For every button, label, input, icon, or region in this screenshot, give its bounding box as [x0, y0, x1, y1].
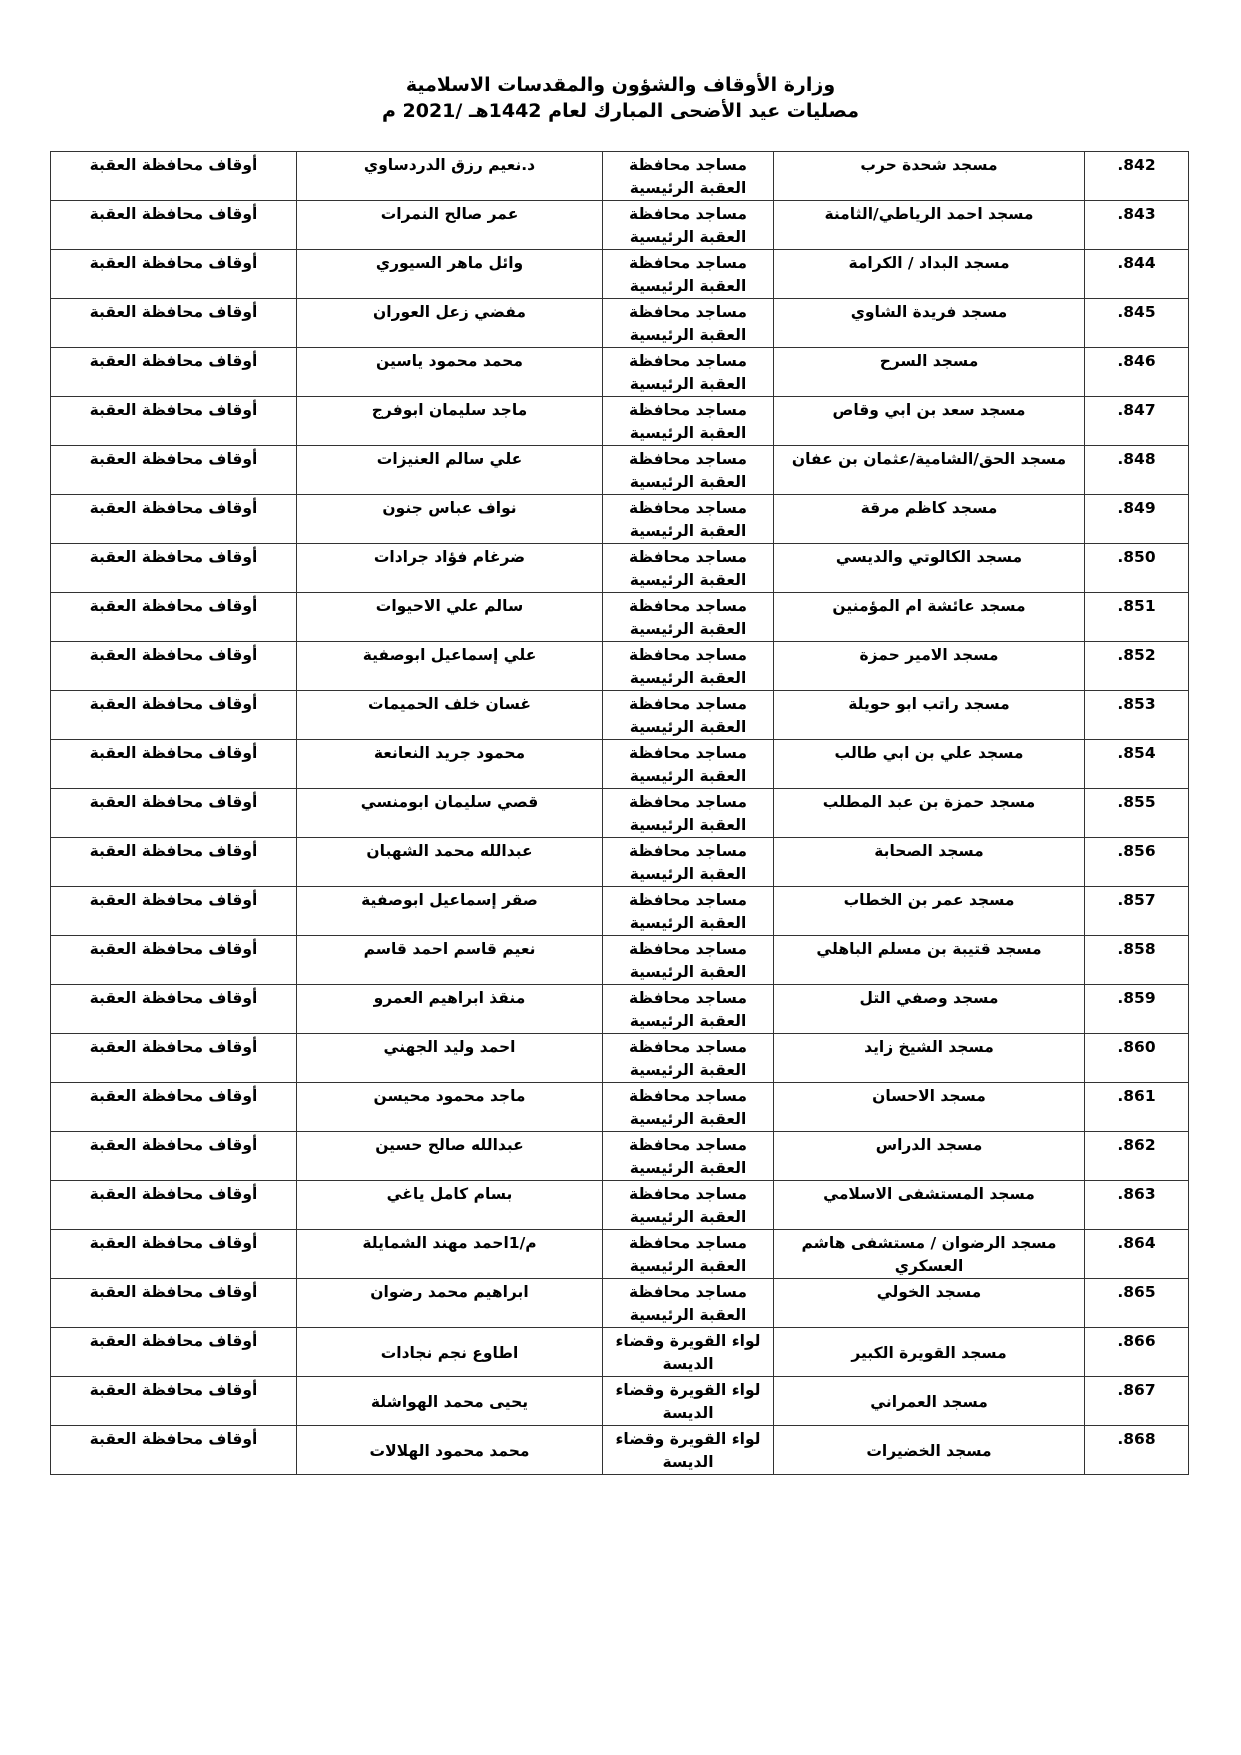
department-name: أوقاف محافظة العقبة — [51, 1328, 297, 1377]
mosque-name: مسجد كاظم مرقة — [774, 495, 1085, 544]
table-row — [51, 348, 1189, 397]
department-name: أوقاف محافظة العقبة — [51, 152, 297, 201]
table-row — [51, 397, 1189, 446]
department-name: أوقاف محافظة العقبة — [51, 446, 297, 495]
imam-name: نعيم قاسم احمد قاسم — [297, 936, 603, 985]
department-name: أوقاف محافظة العقبة — [51, 691, 297, 740]
row-number: 855. — [1085, 789, 1189, 838]
row-number: 862. — [1085, 1132, 1189, 1181]
mosque-name: مسجد قتيبة بن مسلم الباهلي — [774, 936, 1085, 985]
mosque-name: مسجد البداد / الكرامة — [774, 250, 1085, 299]
row-number: 848. — [1085, 446, 1189, 495]
area-name: مساجد محافظة العقبة الرئيسية — [603, 397, 774, 446]
table-row — [51, 1034, 1189, 1083]
department-name: أوقاف محافظة العقبة — [51, 936, 297, 985]
imam-name: ابراهيم محمد رضوان — [297, 1279, 603, 1328]
mosque-name: مسجد شحدة حرب — [774, 152, 1085, 201]
row-number: 859. — [1085, 985, 1189, 1034]
imam-name: منقذ ابراهيم العمرو — [297, 985, 603, 1034]
department-name: أوقاف محافظة العقبة — [51, 397, 297, 446]
imam-name: محمد محمود ياسين — [297, 348, 603, 397]
mosque-name: مسجد علي بن ابي طالب — [774, 740, 1085, 789]
area-name: مساجد محافظة العقبة الرئيسية — [603, 838, 774, 887]
row-number: 863. — [1085, 1181, 1189, 1230]
mosque-name: مسجد الاحسان — [774, 1083, 1085, 1132]
department-name: أوقاف محافظة العقبة — [51, 642, 297, 691]
department-name: أوقاف محافظة العقبة — [51, 1377, 297, 1426]
area-name: مساجد محافظة العقبة الرئيسية — [603, 593, 774, 642]
department-name: أوقاف محافظة العقبة — [51, 1181, 297, 1230]
department-name: أوقاف محافظة العقبة — [51, 1230, 297, 1279]
row-number: 844. — [1085, 250, 1189, 299]
table-row — [51, 299, 1189, 348]
mosque-name: مسجد حمزة بن عبد المطلب — [774, 789, 1085, 838]
area-name: مساجد محافظة العقبة الرئيسية — [603, 887, 774, 936]
row-number: 842. — [1085, 152, 1189, 201]
area-name: مساجد محافظة العقبة الرئيسية — [603, 1181, 774, 1230]
row-number: 865. — [1085, 1279, 1189, 1328]
imam-name: م/1احمد مهند الشمايلة — [297, 1230, 603, 1279]
area-name: مساجد محافظة العقبة الرئيسية — [603, 1279, 774, 1328]
row-number: 868. — [1085, 1426, 1189, 1475]
imam-name: احمد وليد الجهني — [297, 1034, 603, 1083]
row-number: 858. — [1085, 936, 1189, 985]
department-name: أوقاف محافظة العقبة — [51, 1279, 297, 1328]
table-row — [51, 789, 1189, 838]
row-number: 851. — [1085, 593, 1189, 642]
row-number: 856. — [1085, 838, 1189, 887]
area-name: مساجد محافظة العقبة الرئيسية — [603, 495, 774, 544]
imam-name: د.نعيم رزق الدردساوي — [297, 152, 603, 201]
area-name: مساجد محافظة العقبة الرئيسية — [603, 1034, 774, 1083]
table-row — [51, 1426, 1189, 1475]
department-name: أوقاف محافظة العقبة — [51, 201, 297, 250]
area-name: مساجد محافظة العقبة الرئيسية — [603, 936, 774, 985]
document-header — [0, 72, 1241, 124]
mosque-name: مسجد الخولي — [774, 1279, 1085, 1328]
mosque-name: مسجد الحق/الشامية/عثمان بن عفان — [774, 446, 1085, 495]
department-name: أوقاف محافظة العقبة — [51, 789, 297, 838]
row-number: 845. — [1085, 299, 1189, 348]
imam-name: بسام كامل ياغي — [297, 1181, 603, 1230]
area-name: لواء القويرة وقضاء الديسة — [603, 1328, 774, 1377]
imam-name: قصي سليمان ابومنسي — [297, 789, 603, 838]
area-name: مساجد محافظة العقبة الرئيسية — [603, 985, 774, 1034]
row-number: 857. — [1085, 887, 1189, 936]
department-name: أوقاف محافظة العقبة — [51, 299, 297, 348]
row-number: 852. — [1085, 642, 1189, 691]
mosque-name: مسجد وصفي التل — [774, 985, 1085, 1034]
imam-name: وائل ماهر السيوري — [297, 250, 603, 299]
mosque-name: مسجد الدراس — [774, 1132, 1085, 1181]
table-row — [51, 740, 1189, 789]
table-row — [51, 1181, 1189, 1230]
department-name: أوقاف محافظة العقبة — [51, 1426, 297, 1475]
table-row — [51, 1328, 1189, 1377]
department-name: أوقاف محافظة العقبة — [51, 1034, 297, 1083]
mosque-name: مسجد عائشة ام المؤمنين — [774, 593, 1085, 642]
row-number: 847. — [1085, 397, 1189, 446]
row-number: 843. — [1085, 201, 1189, 250]
table-row — [51, 201, 1189, 250]
area-name: مساجد محافظة العقبة الرئيسية — [603, 299, 774, 348]
department-name: أوقاف محافظة العقبة — [51, 1083, 297, 1132]
table-row — [51, 544, 1189, 593]
table-row — [51, 887, 1189, 936]
department-name: أوقاف محافظة العقبة — [51, 985, 297, 1034]
row-number: 860. — [1085, 1034, 1189, 1083]
area-name: مساجد محافظة العقبة الرئيسية — [603, 1132, 774, 1181]
mosque-name: مسجد الخضيرات — [774, 1426, 1085, 1475]
table-row — [51, 495, 1189, 544]
row-number: 849. — [1085, 495, 1189, 544]
imam-name: مفضي زعل العوران — [297, 299, 603, 348]
area-name: مساجد محافظة العقبة الرئيسية — [603, 201, 774, 250]
mosque-name: مسجد المستشفى الاسلامي — [774, 1181, 1085, 1230]
table-row — [51, 1279, 1189, 1328]
mosque-name: مسجد الصحابة — [774, 838, 1085, 887]
area-name: مساجد محافظة العقبة الرئيسية — [603, 740, 774, 789]
department-name: أوقاف محافظة العقبة — [51, 740, 297, 789]
row-number: 854. — [1085, 740, 1189, 789]
mosque-name: مسجد الشيخ زايد — [774, 1034, 1085, 1083]
row-number: 853. — [1085, 691, 1189, 740]
department-name: أوقاف محافظة العقبة — [51, 250, 297, 299]
table-body — [51, 152, 1189, 1475]
area-name: لواء القويرة وقضاء الديسة — [603, 1426, 774, 1475]
imam-name: يحيى محمد الهواشلة — [297, 1377, 603, 1426]
mosque-name: مسجد القويرة الكبير — [774, 1328, 1085, 1377]
imam-name: سالم علي الاحيوات — [297, 593, 603, 642]
imam-name: عبدالله محمد الشهبان — [297, 838, 603, 887]
department-name: أوقاف محافظة العقبة — [51, 495, 297, 544]
area-name: مساجد محافظة العقبة الرئيسية — [603, 691, 774, 740]
document-subtitle: مصليات عيد الأضحى المبارك لعام 1442هـ /2021 م — [381, 100, 860, 122]
mosque-name: مسجد السرح — [774, 348, 1085, 397]
imam-name: محمد محمود الهلالات — [297, 1426, 603, 1475]
area-name: مساجد محافظة العقبة الرئيسية — [603, 446, 774, 495]
imam-name: عبدالله صالح حسين — [297, 1132, 603, 1181]
table-row — [51, 985, 1189, 1034]
row-number: 850. — [1085, 544, 1189, 593]
area-name: مساجد محافظة العقبة الرئيسية — [603, 348, 774, 397]
table-row — [51, 593, 1189, 642]
row-number: 867. — [1085, 1377, 1189, 1426]
table-row — [51, 838, 1189, 887]
row-number: 846. — [1085, 348, 1189, 397]
imam-name: ماجد سليمان ابوفرج — [297, 397, 603, 446]
area-name: مساجد محافظة العقبة الرئيسية — [603, 152, 774, 201]
imam-name: ماجد محمود محيسن — [297, 1083, 603, 1132]
mosque-name: مسجد راتب ابو حويلة — [774, 691, 1085, 740]
imam-name: اطاوع نجم نجادات — [297, 1328, 603, 1377]
mosque-name: مسجد الرضوان / مستشفى هاشم العسكري — [774, 1230, 1085, 1279]
area-name: مساجد محافظة العقبة الرئيسية — [603, 544, 774, 593]
table-row — [51, 1132, 1189, 1181]
department-name: أوقاف محافظة العقبة — [51, 593, 297, 642]
table-row — [51, 152, 1189, 201]
imam-name: غسان خلف الحميمات — [297, 691, 603, 740]
department-name: أوقاف محافظة العقبة — [51, 1132, 297, 1181]
department-name: أوقاف محافظة العقبة — [51, 348, 297, 397]
imam-name: محمود جريد النعانعة — [297, 740, 603, 789]
imam-name: عمر صالح النمرات — [297, 201, 603, 250]
mosque-name: مسجد العمراني — [774, 1377, 1085, 1426]
department-name: أوقاف محافظة العقبة — [51, 838, 297, 887]
table-row — [51, 1083, 1189, 1132]
ministry-title: وزارة الأوقاف والشؤون والمقدسات الاسلامية — [405, 74, 836, 96]
row-number: 866. — [1085, 1328, 1189, 1377]
table-row — [51, 691, 1189, 740]
row-number: 861. — [1085, 1083, 1189, 1132]
table-row — [51, 446, 1189, 495]
area-name: مساجد محافظة العقبة الرئيسية — [603, 1083, 774, 1132]
mosque-name: مسجد سعد بن ابي وقاص — [774, 397, 1085, 446]
imam-name: صقر إسماعيل ابوصفية — [297, 887, 603, 936]
area-name: لواء القويرة وقضاء الديسة — [603, 1377, 774, 1426]
table-row — [51, 1230, 1189, 1279]
mosque-name: مسجد فريدة الشاوي — [774, 299, 1085, 348]
area-name: مساجد محافظة العقبة الرئيسية — [603, 789, 774, 838]
table-row — [51, 1377, 1189, 1426]
table-row — [51, 250, 1189, 299]
imam-name: ضرغام فؤاد جرادات — [297, 544, 603, 593]
mosque-name: مسجد الكالوتي والديسي — [774, 544, 1085, 593]
prayer-locations-table — [50, 151, 1189, 1475]
area-name: مساجد محافظة العقبة الرئيسية — [603, 642, 774, 691]
mosque-name: مسجد احمد الرياطي/الثامنة — [774, 201, 1085, 250]
area-name: مساجد محافظة العقبة الرئيسية — [603, 1230, 774, 1279]
table-row — [51, 642, 1189, 691]
imam-name: علي إسماعيل ابوصفية — [297, 642, 603, 691]
row-number: 864. — [1085, 1230, 1189, 1279]
mosque-name: مسجد الامير حمزة — [774, 642, 1085, 691]
table-row — [51, 936, 1189, 985]
department-name: أوقاف محافظة العقبة — [51, 544, 297, 593]
imam-name: نواف عباس جنون — [297, 495, 603, 544]
department-name: أوقاف محافظة العقبة — [51, 887, 297, 936]
area-name: مساجد محافظة العقبة الرئيسية — [603, 250, 774, 299]
imam-name: علي سالم العنيزات — [297, 446, 603, 495]
mosque-name: مسجد عمر بن الخطاب — [774, 887, 1085, 936]
